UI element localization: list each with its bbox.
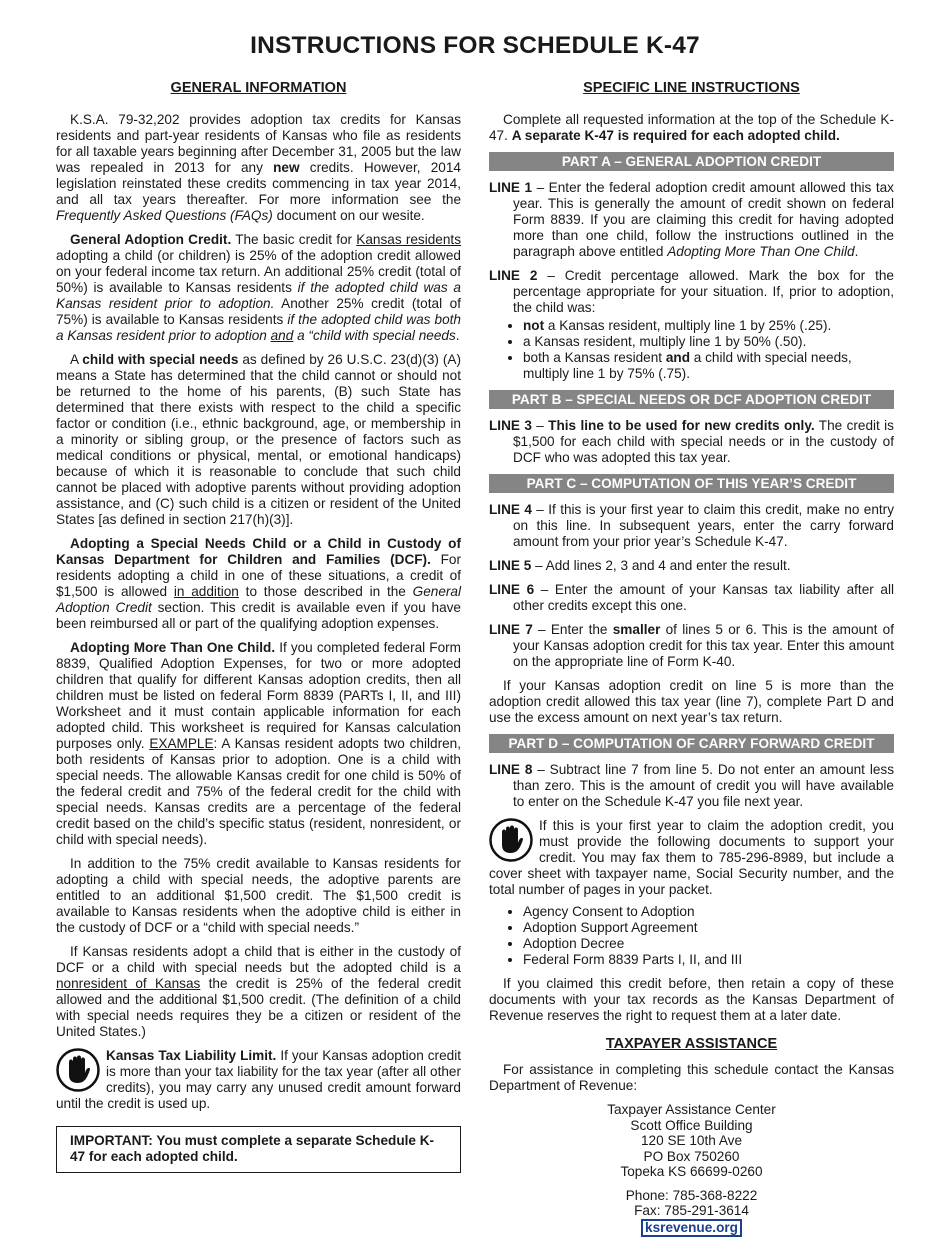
schedule-intro-paragraph: Complete all requested information at the top of the Schedule K-47. A separate K-47 is required for each adopted child. xyxy=(489,112,894,143)
line-5-instruction: LINE 5 – Add lines 2, 3 and 4 and enter the result. xyxy=(489,558,791,573)
stop-hand-icon xyxy=(489,818,533,862)
specific-line-instructions-column xyxy=(489,80,894,1245)
phone-number: Phone: 785-368-8222 xyxy=(625,1187,758,1203)
list-item: • a Kansas resident, multiply line 1 by 50% (.50). xyxy=(523,334,894,350)
line-1-instruction: LINE 1 – Enter the federal adoption credit amount allowed this tax year. This is generally the amount of credit shown on federal Form 8839. If you are claiming this credit for having adopted more than one child, follow the instructions outlined in the paragraph above entitled Adopting More Than One Child. xyxy=(489,180,894,259)
address-line: 120 SE 10th Ave xyxy=(640,1133,743,1148)
line-8-instruction: LINE 8 – Subtract line 7 from line 5. Do not enter an amount less than zero. This is the amount of credit you will have available to enter on the Schedule K-47 you file next year. xyxy=(489,762,894,809)
list-item: • Agency Consent to Adoption xyxy=(523,904,894,920)
carry-forward-paragraph: If your Kansas adoption credit on line 5 is more than the adoption credit allowed this tax year (line 7), complete Part D and use the excess amount on next year’s tax return. xyxy=(489,678,894,725)
special-needs-paragraph: A child with special needs as defined by 26 U.S.C. 23(d)(3) (A) means a State has determined that the child cannot or should not be returned to the home of his parents, (B) such State has determined that there exists with respect to the child a specific factor or condition (i.e., ethnic background, age, or membership in a minority or sibling group, or the presence of factors such as medical conditions or physical, mental, or emotional handicaps) because of which it is reasonable to conclude that such child cannot be placed with adoptive parents without providing adoption assistance, and (C) such child is a citizen or resident of the United States [as defined in section 217(h)(3)]. xyxy=(56,352,462,527)
list-item: • not a Kansas resident, multiply line 1 by 25% (.25). xyxy=(523,318,894,334)
address-line: PO Box 750260 xyxy=(643,1148,740,1164)
part-c-header: PART C – COMPUTATION OF THIS YEAR’S CREDIT xyxy=(489,474,894,493)
more-than-one-child-paragraph: Adopting More Than One Child. If you completed federal Form 8839, Qualified Adoption Expenses, for two or more adopted children that qualify for different Kansas adoption credits, then all children must be listed on federal Form 8839 (PARTs I, II, and III) Worksheet and it must contain applicable information for each adopted child. This worksheet is required for Kansas calculation purposes only. EXAMPLE: A Kansas resident adopts two children, both residents of Kansas prior to adoption. One is a child with special needs. The allowable Kansas credit for one child is 50% of the federal credit and 75% of the federal credit for the child with special needs. Kansas credits are a percentage of the federal credit based on the child’s specific status (resident, nonresident, or child with special needs). xyxy=(56,640,462,847)
taxpayer-assistance-heading: TAXPAYER ASSISTANCE xyxy=(605,1036,778,1052)
documents-paragraph: If this is your first year to claim the adoption credit, you must provide the following documents to support your credit. You may fax them to 785-296-8989, but include a cover sheet with taxpayer name, Social Security number, and the total number of pages in your packet. xyxy=(489,818,894,897)
stop-hand-icon xyxy=(56,1048,100,1092)
contact-info xyxy=(489,1188,894,1237)
important-notice-box: IMPORTANT: You must complete a separate Schedule K-47 for each adopted child. xyxy=(56,1126,461,1173)
general-information-column xyxy=(56,80,461,1173)
line-7-instruction: LINE 7 – Enter the smaller of lines 5 or 6. This is the amount of your Kansas adoption credit for this tax year. Enter this amount on the appropriate line of Form K-40. xyxy=(489,622,894,669)
address-line: Taxpayer Assistance Center xyxy=(607,1102,776,1117)
page-title: INSTRUCTIONS FOR SCHEDULE K-47 xyxy=(250,32,700,59)
assistance-paragraph: For assistance in completing this schedule contact the Kansas Department of Revenue: xyxy=(489,1062,894,1093)
address-line: Scott Office Building xyxy=(630,1117,753,1133)
dcf-paragraph: Adopting a Special Needs Child or a Child in Custody of Kansas Department for Children and Families (DCF). For residents adopting a child in one of these situations, a credit of $1,500 is allowed in addition to those described in the General Adoption Credit section. This credit is available even if you have been reimbursed all or part of the qualifying adoption expenses. xyxy=(56,536,462,631)
list-item: • Adoption Support Agreement xyxy=(523,920,894,936)
part-a-header: PART A – GENERAL ADOPTION CREDIT xyxy=(489,152,894,171)
line-6-instruction: LINE 6 – Enter the amount of your Kansas tax liability after all other credits except this one. xyxy=(489,582,894,613)
part-b-header: PART B – SPECIAL NEEDS OR DCF ADOPTION CREDIT xyxy=(489,390,894,409)
retain-documents-paragraph: If you claimed this credit before, then retain a copy of these documents with your tax records as the Kansas Department of Revenue reserves the right to request them at a later date. xyxy=(489,976,894,1023)
list-item: • Federal Form 8839 Parts I, II, and III xyxy=(523,952,894,968)
line-4-instruction: LINE 4 – If this is your first year to claim this credit, make no entry on this line. In subsequent years, enter the carry forward amount from your prior year’s Schedule K-47. xyxy=(489,502,894,549)
line-3-instruction: LINE 3 – This line to be used for new credits only. The credit is $1,500 for each child with special needs or in the custody of DCF who was adopted this tax year. xyxy=(489,418,894,465)
list-item: • both a Kansas resident and a child with special needs, multiply line 1 by 75% (.75). xyxy=(523,350,894,382)
intro-paragraph: K.S.A. 79-32,202 provides adoption tax credits for Kansas residents and part-year residents of Kansas who file as residents for all taxable years beginning after December 31, 2005 but the law was repealed in 2013 for any new credits. However, 2014 legislation reinstated these credits commencing in tax year 2014, and all tax years thereafter. For more information see the Frequently Asked Questions (FAQs) document on our wesite. xyxy=(56,112,461,223)
tax-liability-limit-paragraph: Kansas Tax Liability Limit. If your Kansas adoption credit is more than your tax liability for the tax year (after all other credits), you may carry any unused credit amount forward until the credit is used up. xyxy=(56,1048,462,1111)
office-address xyxy=(489,1102,894,1180)
nonresident-paragraph: If Kansas residents adopt a child that is either in the custody of DCF or a child with special needs but the adopted child is a nonresident of Kansas the credit is 25% of the federal credit allowed and the additional $1,500 credit. (The definition of a child with special needs requires they be a citizen or resident of the United States.) xyxy=(56,944,461,1039)
general-adoption-credit-paragraph: General Adoption Credit. The basic credit for Kansas residents adopting a child (or children) is 25% of the adoption credit allowed on your federal income tax return. An additional 25% credit (total of 50%) is available to Kansas residents if the adopted child was a Kansas resident prior to adoption. Another 25% credit (total of 75%) is available to Kansas residents if the adopted child was both a Kansas resident prior to adoption and a “child with special needs. xyxy=(56,232,462,343)
part-d-header: PART D – COMPUTATION OF CARRY FORWARD CREDIT xyxy=(489,734,894,753)
line-2-options-list xyxy=(489,318,894,382)
list-item: • Adoption Decree xyxy=(523,936,894,952)
specific-line-instructions-heading: SPECIFIC LINE INSTRUCTIONS xyxy=(583,80,800,96)
fax-number: Fax: 785-291-3614 xyxy=(634,1203,749,1218)
additional-credit-paragraph: In addition to the 75% credit available to Kansas residents for adopting a child with special needs, the adoptive parents are entitled to an additional $1,500 credit. The $1,500 credit is available to Kansas residents when the adoptive child is either in the custody of DCF or a “child with special needs.” xyxy=(56,856,461,935)
general-information-heading: GENERAL INFORMATION xyxy=(170,80,347,96)
documents-list xyxy=(489,904,894,968)
address-line: Topeka KS 66699-0260 xyxy=(620,1164,763,1179)
website-link[interactable]: ksrevenue.org xyxy=(641,1219,742,1237)
line-2-instruction: LINE 2 – Credit percentage allowed. Mark the box for the percentage appropriate for your situation. If, prior to adoption, the child was: xyxy=(489,268,894,315)
